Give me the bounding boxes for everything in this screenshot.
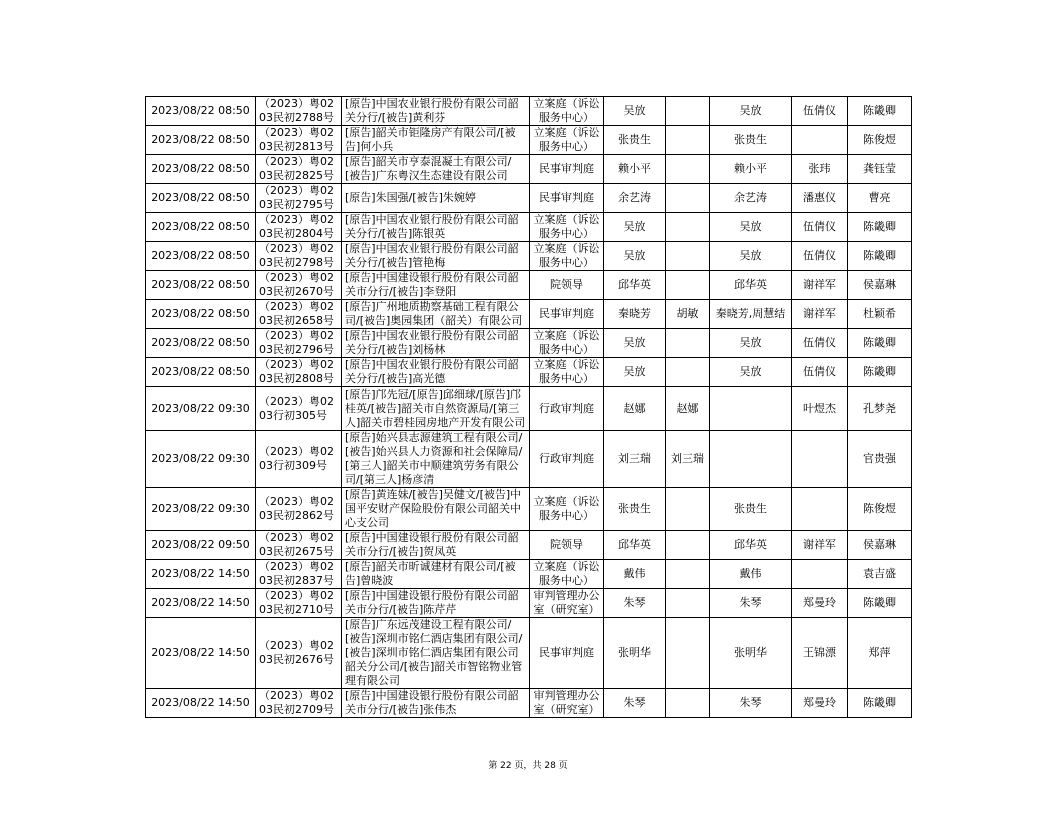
assistant-cell: 伍倩仪 bbox=[792, 242, 848, 271]
assistant-cell: 谢祥军 bbox=[792, 271, 848, 300]
department-cell: 行政审判庭 bbox=[530, 387, 604, 431]
hearing-time-cell: 2023/08/22 09:30 bbox=[146, 387, 256, 431]
hearing-time-cell: 2023/08/22 08:50 bbox=[146, 358, 256, 387]
panel-members-cell: 朱琴 bbox=[710, 689, 792, 718]
panel-members-cell: 吴放 bbox=[710, 329, 792, 358]
assistant-cell bbox=[792, 431, 848, 488]
table-row bbox=[146, 242, 912, 271]
case-number-cell: （2023）粤0203民初2798号 bbox=[256, 242, 342, 271]
case-number-cell: （2023）粤0203民初2670号 bbox=[256, 271, 342, 300]
department-cell: 立案庭（诉讼服务中心） bbox=[530, 97, 604, 126]
clerk-cell: 袁吉盛 bbox=[848, 560, 912, 589]
hearing-time-cell: 2023/08/22 08:50 bbox=[146, 184, 256, 213]
judge-cell bbox=[666, 271, 710, 300]
parties-cell: [原告]广东远茂建设工程有限公司/[被告]深圳市铭仁酒店集团有限公司/[被告]深圳市铭仁酒店集团有限公司韶关分公司/[被告]韶关市智铭物业管理有限公司 bbox=[342, 618, 530, 689]
assistant-cell: 郑曼玲 bbox=[792, 689, 848, 718]
judge-cell bbox=[666, 184, 710, 213]
parties-cell: [原告]中国建设银行股份有限公司韶关市分行/[被告]贺凤英 bbox=[342, 531, 530, 560]
hearing-schedule-table bbox=[145, 96, 912, 718]
judge-cell: 刘三瑞 bbox=[666, 431, 710, 488]
clerk-cell: 陈畿卿 bbox=[848, 689, 912, 718]
panel-members-cell: 吴放 bbox=[710, 213, 792, 242]
department-cell: 民事审判庭 bbox=[530, 155, 604, 184]
table-row bbox=[146, 431, 912, 488]
clerk-cell: 侯嘉琳 bbox=[848, 531, 912, 560]
panel-members-cell: 朱琴 bbox=[710, 589, 792, 618]
table-row bbox=[146, 387, 912, 431]
clerk-cell: 陈畿卿 bbox=[848, 358, 912, 387]
judge-cell bbox=[666, 618, 710, 689]
parties-cell: [原告]中国建设银行股份有限公司韶关市分行/[被告]张伟杰 bbox=[342, 689, 530, 718]
assistant-cell bbox=[792, 126, 848, 155]
judge-cell bbox=[666, 213, 710, 242]
panel-members-cell: 赖小平 bbox=[710, 155, 792, 184]
hearing-time-cell: 2023/08/22 14:50 bbox=[146, 560, 256, 589]
panel-members-cell: 余艺涛 bbox=[710, 184, 792, 213]
parties-cell: [原告]中国农业银行股份有限公司韶关分行/[被告]刘杨林 bbox=[342, 329, 530, 358]
hearing-time-cell: 2023/08/22 08:50 bbox=[146, 329, 256, 358]
assistant-cell: 谢祥军 bbox=[792, 531, 848, 560]
panel-members-cell: 戴伟 bbox=[710, 560, 792, 589]
clerk-cell: 陈畿卿 bbox=[848, 213, 912, 242]
parties-cell: [原告]韶关市亨泰混凝土有限公司/[被告]广东粤汉生态建设有限公司 bbox=[342, 155, 530, 184]
panel-members-cell: 邱华英 bbox=[710, 271, 792, 300]
table-body bbox=[146, 97, 912, 718]
presiding-judge-cell: 张贵生 bbox=[604, 488, 666, 531]
assistant-cell: 叶煜杰 bbox=[792, 387, 848, 431]
judge-cell bbox=[666, 97, 710, 126]
presiding-judge-cell: 邱华英 bbox=[604, 271, 666, 300]
judge-cell bbox=[666, 560, 710, 589]
hearing-time-cell: 2023/08/22 08:50 bbox=[146, 126, 256, 155]
presiding-judge-cell: 赵娜 bbox=[604, 387, 666, 431]
department-cell: 立案庭（诉讼服务中心） bbox=[530, 242, 604, 271]
table-row bbox=[146, 300, 912, 329]
case-number-cell: （2023）粤0203民初2676号 bbox=[256, 618, 342, 689]
clerk-cell: 陈畿卿 bbox=[848, 242, 912, 271]
table-row bbox=[146, 97, 912, 126]
page-footer: 第 22 页，共 28 页 bbox=[488, 761, 568, 771]
judge-cell bbox=[666, 242, 710, 271]
department-cell: 民事审判庭 bbox=[530, 618, 604, 689]
judge-cell bbox=[666, 589, 710, 618]
panel-members-cell: 秦晓芳,周慧结 bbox=[710, 300, 792, 329]
presiding-judge-cell: 吴放 bbox=[604, 213, 666, 242]
clerk-cell: 杜颖希 bbox=[848, 300, 912, 329]
case-number-cell: （2023）粤0203行初305号 bbox=[256, 387, 342, 431]
panel-members-cell: 张贵生 bbox=[710, 488, 792, 531]
presiding-judge-cell: 朱琴 bbox=[604, 589, 666, 618]
hearing-time-cell: 2023/08/22 14:50 bbox=[146, 589, 256, 618]
panel-members-cell: 吴放 bbox=[710, 358, 792, 387]
judge-cell bbox=[666, 689, 710, 718]
clerk-cell: 陈畿卿 bbox=[848, 589, 912, 618]
assistant-cell: 张玮 bbox=[792, 155, 848, 184]
table-row bbox=[146, 184, 912, 213]
case-number-cell: （2023）粤0203民初2658号 bbox=[256, 300, 342, 329]
hearing-time-cell: 2023/08/22 14:50 bbox=[146, 689, 256, 718]
case-number-cell: （2023）粤0203民初2675号 bbox=[256, 531, 342, 560]
judge-cell bbox=[666, 155, 710, 184]
parties-cell: [原告]中国建设银行股份有限公司韶关市分行/[被告]李登阳 bbox=[342, 271, 530, 300]
table-row bbox=[146, 488, 912, 531]
case-number-cell: （2023）粤0203民初2710号 bbox=[256, 589, 342, 618]
table-row bbox=[146, 560, 912, 589]
clerk-cell: 郑萍 bbox=[848, 618, 912, 689]
assistant-cell: 伍倩仪 bbox=[792, 97, 848, 126]
clerk-cell: 曹亮 bbox=[848, 184, 912, 213]
parties-cell: [原告]中国建设银行股份有限公司韶关市分行/[被告]陈芹芹 bbox=[342, 589, 530, 618]
table-row bbox=[146, 618, 912, 689]
panel-members-cell: 张明华 bbox=[710, 618, 792, 689]
presiding-judge-cell: 张明华 bbox=[604, 618, 666, 689]
clerk-cell: 陈畿卿 bbox=[848, 329, 912, 358]
assistant-cell bbox=[792, 560, 848, 589]
panel-members-cell bbox=[710, 431, 792, 488]
clerk-cell: 官贵强 bbox=[848, 431, 912, 488]
hearing-time-cell: 2023/08/22 08:50 bbox=[146, 242, 256, 271]
presiding-judge-cell: 张贵生 bbox=[604, 126, 666, 155]
department-cell: 院领导 bbox=[530, 271, 604, 300]
judge-cell: 赵娜 bbox=[666, 387, 710, 431]
parties-cell: [原告]韶关市昕诚建材有限公司/[被告]曾晓波 bbox=[342, 560, 530, 589]
case-number-cell: （2023）粤0203民初2795号 bbox=[256, 184, 342, 213]
hearing-time-cell: 2023/08/22 08:50 bbox=[146, 300, 256, 329]
hearing-time-cell: 2023/08/22 08:50 bbox=[146, 155, 256, 184]
assistant-cell: 潘惠仪 bbox=[792, 184, 848, 213]
department-cell: 审判管理办公室（研究室） bbox=[530, 689, 604, 718]
department-cell: 立案庭（诉讼服务中心） bbox=[530, 488, 604, 531]
presiding-judge-cell: 余艺涛 bbox=[604, 184, 666, 213]
parties-cell: [原告]邝先冠/[原告]邱细球/[原告]邝桂英/[被告]韶关市自然资源局/[第三人]韶关市碧桂园房地产开发有限公司 bbox=[342, 387, 530, 431]
department-cell: 立案庭（诉讼服务中心） bbox=[530, 358, 604, 387]
panel-members-cell: 吴放 bbox=[710, 242, 792, 271]
hearing-time-cell: 2023/08/22 08:50 bbox=[146, 213, 256, 242]
judge-cell: 胡敏 bbox=[666, 300, 710, 329]
hearing-time-cell: 2023/08/22 14:50 bbox=[146, 618, 256, 689]
hearing-time-cell: 2023/08/22 09:30 bbox=[146, 488, 256, 531]
clerk-cell: 龚钰莹 bbox=[848, 155, 912, 184]
presiding-judge-cell: 秦晓芳 bbox=[604, 300, 666, 329]
panel-members-cell: 张贵生 bbox=[710, 126, 792, 155]
parties-cell: [原告]广州地质勘察基础工程有限公司/[被告]奥园集团（韶关）有限公司 bbox=[342, 300, 530, 329]
assistant-cell: 伍倩仪 bbox=[792, 213, 848, 242]
assistant-cell: 伍倩仪 bbox=[792, 358, 848, 387]
judge-cell bbox=[666, 329, 710, 358]
parties-cell: [原告]中国农业银行股份有限公司韶关分行/[被告]黄利芬 bbox=[342, 97, 530, 126]
department-cell: 院领导 bbox=[530, 531, 604, 560]
judge-cell bbox=[666, 531, 710, 560]
parties-cell: [原告]中国农业银行股份有限公司韶关分行/[被告]高光德 bbox=[342, 358, 530, 387]
judge-cell bbox=[666, 358, 710, 387]
assistant-cell: 郑曼玲 bbox=[792, 589, 848, 618]
presiding-judge-cell: 吴放 bbox=[604, 358, 666, 387]
table-row bbox=[146, 126, 912, 155]
hearing-time-cell: 2023/08/22 08:50 bbox=[146, 97, 256, 126]
presiding-judge-cell: 刘三瑞 bbox=[604, 431, 666, 488]
department-cell: 民事审判庭 bbox=[530, 300, 604, 329]
case-number-cell: （2023）粤0203民初2796号 bbox=[256, 329, 342, 358]
case-number-cell: （2023）粤0203民初2813号 bbox=[256, 126, 342, 155]
case-number-cell: （2023）粤0203民初2837号 bbox=[256, 560, 342, 589]
table-row bbox=[146, 329, 912, 358]
presiding-judge-cell: 吴放 bbox=[604, 97, 666, 126]
presiding-judge-cell: 吴放 bbox=[604, 329, 666, 358]
assistant-cell bbox=[792, 488, 848, 531]
department-cell: 民事审判庭 bbox=[530, 184, 604, 213]
clerk-cell: 孔梦尧 bbox=[848, 387, 912, 431]
clerk-cell: 陈畿卿 bbox=[848, 97, 912, 126]
presiding-judge-cell: 邱华英 bbox=[604, 531, 666, 560]
case-number-cell: （2023）粤0203民初2825号 bbox=[256, 155, 342, 184]
presiding-judge-cell: 赖小平 bbox=[604, 155, 666, 184]
case-number-cell: （2023）粤0203民初2788号 bbox=[256, 97, 342, 126]
parties-cell: [原告]中国农业银行股份有限公司韶关分行/[被告]管艳梅 bbox=[342, 242, 530, 271]
clerk-cell: 陈俊煜 bbox=[848, 488, 912, 531]
case-number-cell: （2023）粤0203民初2808号 bbox=[256, 358, 342, 387]
clerk-cell: 侯嘉琳 bbox=[848, 271, 912, 300]
parties-cell: [原告]韶关市钜隆房产有限公司/[被告]何小兵 bbox=[342, 126, 530, 155]
parties-cell: [原告]黄连妹/[被告]吴健文/[被告]中国平安财产保险股份有限公司韶关中心支公司 bbox=[342, 488, 530, 531]
panel-members-cell: 吴放 bbox=[710, 97, 792, 126]
assistant-cell: 伍倩仪 bbox=[792, 329, 848, 358]
parties-cell: [原告]朱国强/[被告]朱婉婷 bbox=[342, 184, 530, 213]
department-cell: 立案庭（诉讼服务中心） bbox=[530, 560, 604, 589]
department-cell: 立案庭（诉讼服务中心） bbox=[530, 126, 604, 155]
parties-cell: [原告]始兴县志源建筑工程有限公司/[被告]始兴县人力资源和社会保障局/[第三人]韶关市中顺建筑劳务有限公司/[第三人]杨彦清 bbox=[342, 431, 530, 488]
department-cell: 审判管理办公室（研究室） bbox=[530, 589, 604, 618]
case-number-cell: （2023）粤0203民初2709号 bbox=[256, 689, 342, 718]
hearing-time-cell: 2023/08/22 09:30 bbox=[146, 431, 256, 488]
panel-members-cell: 邱华英 bbox=[710, 531, 792, 560]
judge-cell bbox=[666, 126, 710, 155]
assistant-cell: 王锦漂 bbox=[792, 618, 848, 689]
table-row bbox=[146, 589, 912, 618]
parties-cell: [原告]中国农业银行股份有限公司韶关分行/[被告]陈银英 bbox=[342, 213, 530, 242]
panel-members-cell bbox=[710, 387, 792, 431]
hearing-time-cell: 2023/08/22 09:50 bbox=[146, 531, 256, 560]
table-row bbox=[146, 358, 912, 387]
presiding-judge-cell: 吴放 bbox=[604, 242, 666, 271]
judge-cell bbox=[666, 488, 710, 531]
table-row bbox=[146, 531, 912, 560]
assistant-cell: 谢祥军 bbox=[792, 300, 848, 329]
table-row bbox=[146, 689, 912, 718]
table-row bbox=[146, 155, 912, 184]
case-number-cell: （2023）粤0203行初309号 bbox=[256, 431, 342, 488]
case-number-cell: （2023）粤0203民初2862号 bbox=[256, 488, 342, 531]
presiding-judge-cell: 戴伟 bbox=[604, 560, 666, 589]
department-cell: 立案庭（诉讼服务中心） bbox=[530, 329, 604, 358]
department-cell: 行政审判庭 bbox=[530, 431, 604, 488]
hearing-time-cell: 2023/08/22 08:50 bbox=[146, 271, 256, 300]
table-row bbox=[146, 271, 912, 300]
case-number-cell: （2023）粤0203民初2804号 bbox=[256, 213, 342, 242]
department-cell: 立案庭（诉讼服务中心） bbox=[530, 213, 604, 242]
presiding-judge-cell: 朱琴 bbox=[604, 689, 666, 718]
clerk-cell: 陈俊煜 bbox=[848, 126, 912, 155]
table-row bbox=[146, 213, 912, 242]
